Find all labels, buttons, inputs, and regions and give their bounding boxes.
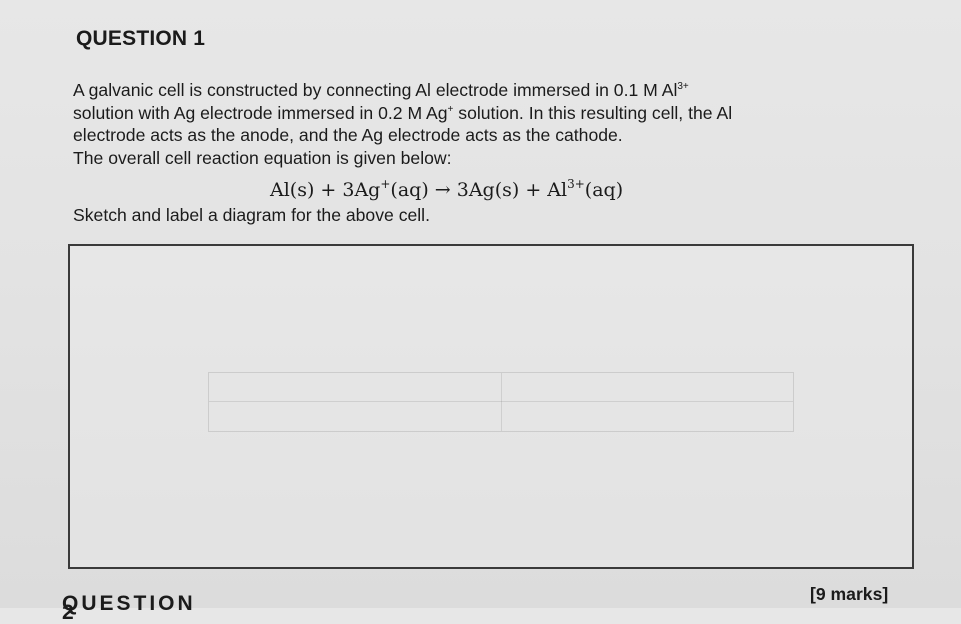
equation-middle: (aq) → 3Ag(s) + Al bbox=[390, 179, 568, 201]
instruction-text: Sketch and label a diagram for the above cell. bbox=[73, 205, 430, 225]
equation-al-charge: 3+ bbox=[567, 177, 585, 191]
question-line-1-text: A galvanic cell is constructed by connecting Al electrode immersed in 0.1 M Al bbox=[73, 80, 678, 100]
next-question-heading: QUESTION 2 bbox=[62, 592, 196, 624]
question-line-4: The overall cell reaction equation is given below: bbox=[73, 147, 452, 168]
show-through-table bbox=[208, 372, 794, 432]
question-text bbox=[73, 79, 923, 169]
question-line-3: electrode acts as the anode, and the Ag electrode acts as the cathode. bbox=[73, 125, 623, 145]
equation-right: (aq) bbox=[584, 179, 624, 201]
cell-reaction-equation bbox=[270, 179, 623, 201]
question-line-1 bbox=[73, 79, 923, 102]
al-ion-charge: 3+ bbox=[677, 81, 689, 92]
equation-left: Al(s) + 3Ag bbox=[270, 179, 381, 201]
question-line-2 bbox=[73, 102, 923, 125]
question-heading: QUESTION 1 bbox=[76, 27, 206, 50]
ag-ion-charge: + bbox=[447, 103, 454, 115]
marks-label: [9 marks] bbox=[810, 584, 889, 604]
show-through-divider-horizontal bbox=[209, 401, 793, 402]
show-through-divider-vertical bbox=[501, 373, 502, 431]
equation-ag-charge: + bbox=[380, 177, 391, 191]
question-line-2-text: solution with Ag electrode immersed in 0.2 M Ag bbox=[73, 102, 448, 123]
question-line-2-tail: solution. In this resulting cell, the Al bbox=[453, 102, 733, 123]
